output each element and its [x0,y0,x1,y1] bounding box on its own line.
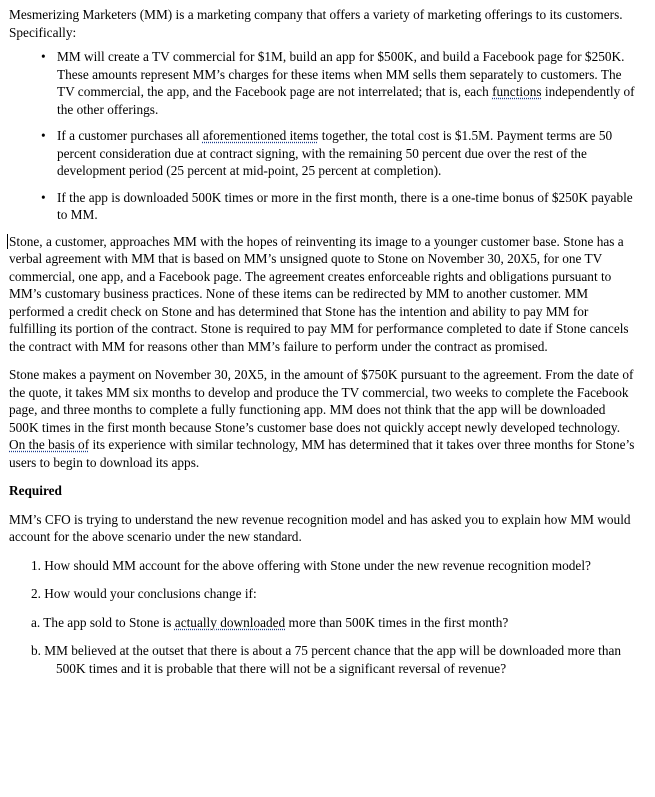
bullet-icon: • [41,49,46,64]
list-item: • MM will create a TV commercial for $1M, build an app for $500K, and build a Facebook page for $250K. These amounts represent MM’s charges for these items when MM sells them separately to customers. The TV commercial, the app, and the Facebook page are not interrelated; that is, each functions independently of the other offerings. [41,49,635,117]
cfo-paragraph: MM’s CFO is trying to understand the new revenue recognition model and has asked you to explain how MM would account for the above scenario under the new standard. [9,511,631,544]
intro-paragraph: Mesmerizing Marketers (MM) is a marketing company that offers a variety of marketing offerings to its customers. Specifically: [9,7,623,40]
bullet-icon: • [41,128,46,143]
dotted-underlined-text: actually downloaded [174,614,286,630]
question-item: 2. How would your conclusions change if: [31,586,257,601]
required-heading: Required [9,483,62,498]
offerings-list [9,48,637,224]
dotted-underlined-text: functions [492,84,542,99]
question-item: 1. How should MM account for the above offering with Stone under the new revenue recognition model? [31,557,591,573]
dotted-underlined-text: aforementioned items [202,128,319,143]
text-cursor: S [9,233,17,249]
question-item: b. MM believed at the outset that there is about a 75 percent chance that the app will be downloaded more than 500K times and it is probable that there will not be a significant reversal of revenue? [31,643,622,676]
payment-paragraph: Stone makes a payment on November 30, 20X5, in the amount of $750K pursuant to the agreement. From the date of the quote, it takes MM six months to develop and produce the TV commercial, two weeks to complete the Facebook page, and three months to complete a fully functioning app. MM does not think that the app will be downloaded 500K times in the first month because Stone’s customer base does not quickly accept newly developed technology. On the basis of its experience with similar technology, MM has determined that it takes over three months for Stone’s users to begin to download its apps. [9,367,635,470]
questions-list [9,557,637,678]
list-item: • If the app is downloaded 500K times or more in the first month, there is a one-time bonus of $250K payable to MM. [41,189,633,222]
stone-agreement-paragraph: Stone, a customer, approaches MM with the hopes of reinventing its image to a younger customer base. Stone has a verbal agreement with MM that is based on MM’s unsigned quote to Stone on November 30, 20X5, for one TV commercial, one app, and a Facebook page. The agreement creates enforceable rights and obligations pursuant to MM’s customary business practices. None of these items can be redirected by MM to another customer. MM performed a credit check on Stone and has determined that Stone has the intention and ability to pay MM for fulfilling its portion of the contract. Stone is required to pay MM for performance completed to date if Stone cancels the contract with MM for reasons other than MM’s failure to perform under the contract as promised. [9,233,629,354]
bullet-icon: • [41,189,46,205]
list-item: • If a customer purchases all aforementioned items together, the total cost is $1.5M. Payment terms are 50 percent consideration due at contract signing, with the remaining 50 percent due over the rest of the development period (25 percent at mid-point, 25 percent at completion). [41,128,613,178]
dotted-underlined-text: On the basis of [9,437,90,452]
question-item: a. The app sold to Stone is actually downloaded more than 500K times in the first month? [31,614,509,630]
